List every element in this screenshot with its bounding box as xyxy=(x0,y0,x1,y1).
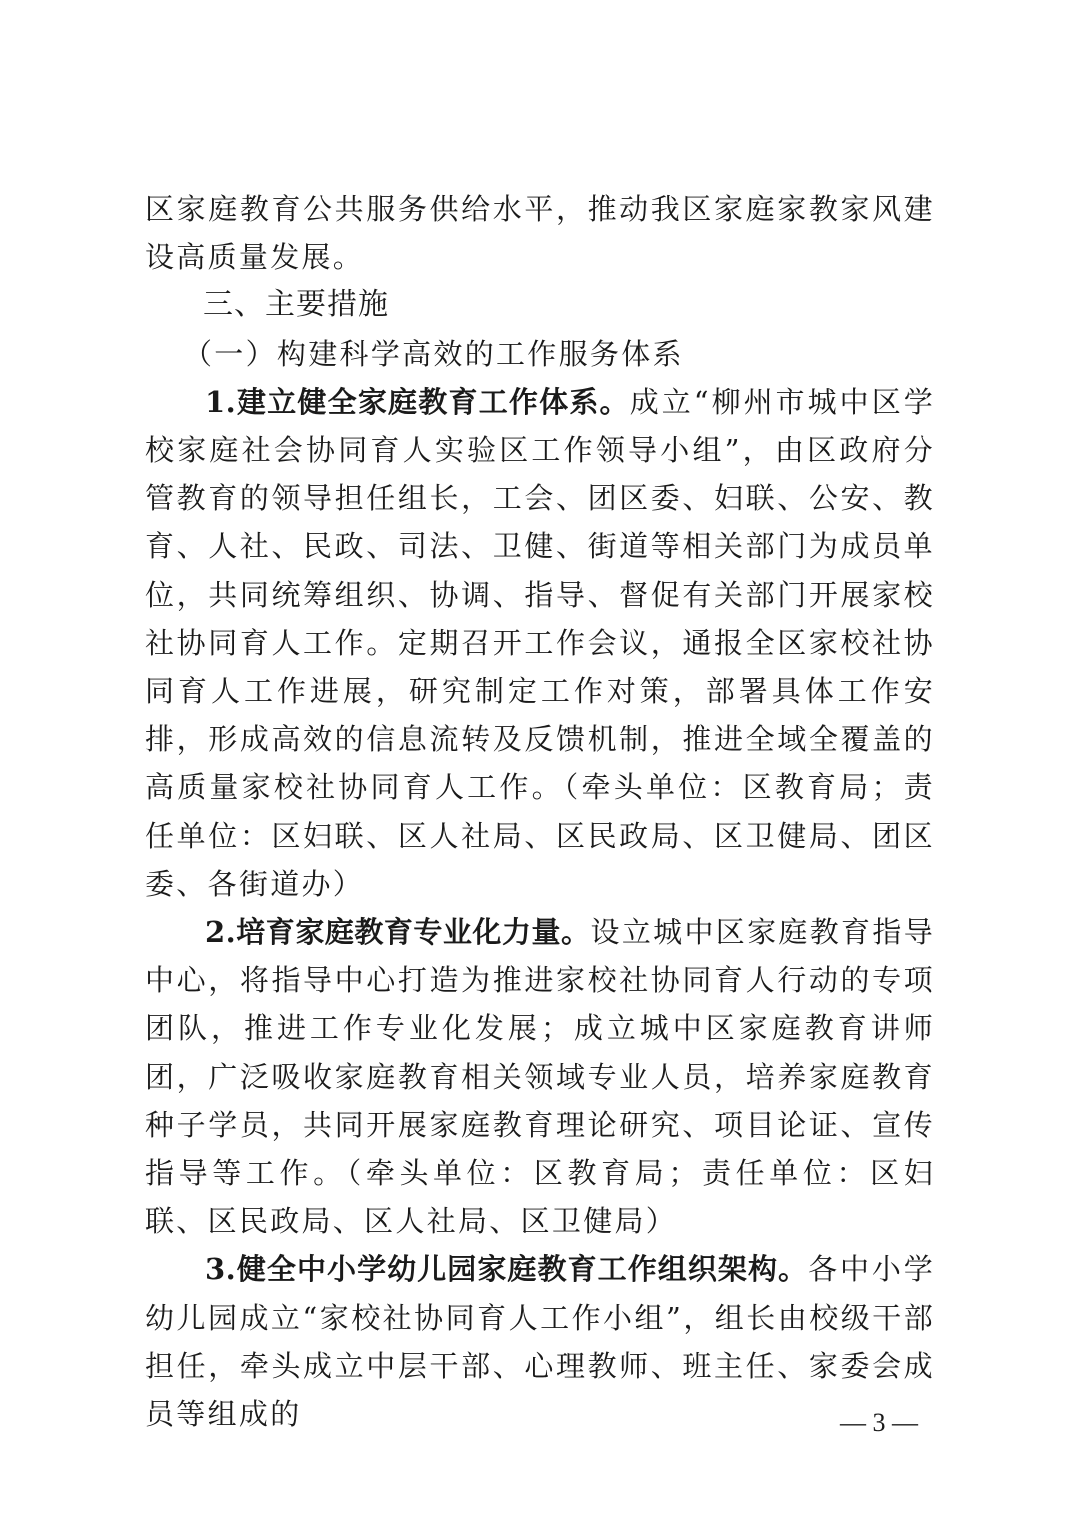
item-title-1: 1.建立健全家庭教育工作体系。 xyxy=(205,384,630,419)
item-body-3: 各中小学幼儿园成立“家校社协同育人工作小组”，组长由校级干部担任，牵头成立中层干部、心理教师、班主任、家委会成员等组成的 xyxy=(145,1252,935,1432)
document-page xyxy=(145,185,935,1438)
item-body-2: 设立城中区家庭教育指导中心，将指导中心打造为推进家校社协同育人行动的专项团队，推进工作专业化发展；成立城中区家庭教育讲师团，广泛吸收家庭教育相关领域专业人员，培养家庭教育种子学员，共同开展家庭教育理论研究、项目论证、宣传指导等工作。（牵头单位：区教育局；责任单位：区妇联、区民政局、区人社局、区卫健局） xyxy=(145,915,935,1239)
subsection-heading: （一）构建科学高效的工作服务体系 xyxy=(183,336,684,371)
item-paragraph-1 xyxy=(145,378,935,908)
item-body-1: 成立“柳州市城中区学校家庭社会协同育人实验区工作领导小组”，由区政府分管教育的领导担任组长，工会、团区委、妇联、公安、教育、人社、民政、司法、卫健、街道等相关部门为成员单位，共同统筹组织、协调、指导、督促有关部门开展家校社协同育人工作。定期召开工作会议，通报全区家校社协同育人工作进展，研究制定工作对策，部署具体工作安排，形成高效的信息流转及反馈机制，推进全域全覆盖的高质量家校社协同育人工作。（牵头单位：区教育局；责任单位：区妇联、区人社局、区民政局、区卫健局、团区委、各街道办） xyxy=(145,384,936,901)
item-paragraph-2 xyxy=(145,908,935,1245)
page-number: — 3 — xyxy=(840,1408,918,1437)
section-heading: 三、主要措施 xyxy=(203,287,389,323)
item-title-2: 2.培育家庭教育专业化力量。 xyxy=(205,915,591,950)
item-paragraph-3 xyxy=(145,1245,935,1438)
item-title-3: 3.健全中小学幼儿园家庭教育工作组织架构。 xyxy=(205,1252,809,1287)
intro-paragraph: 区家庭教育公共服务供给水平，推动我区家庭家教家风建设高质量发展。 xyxy=(145,192,935,275)
